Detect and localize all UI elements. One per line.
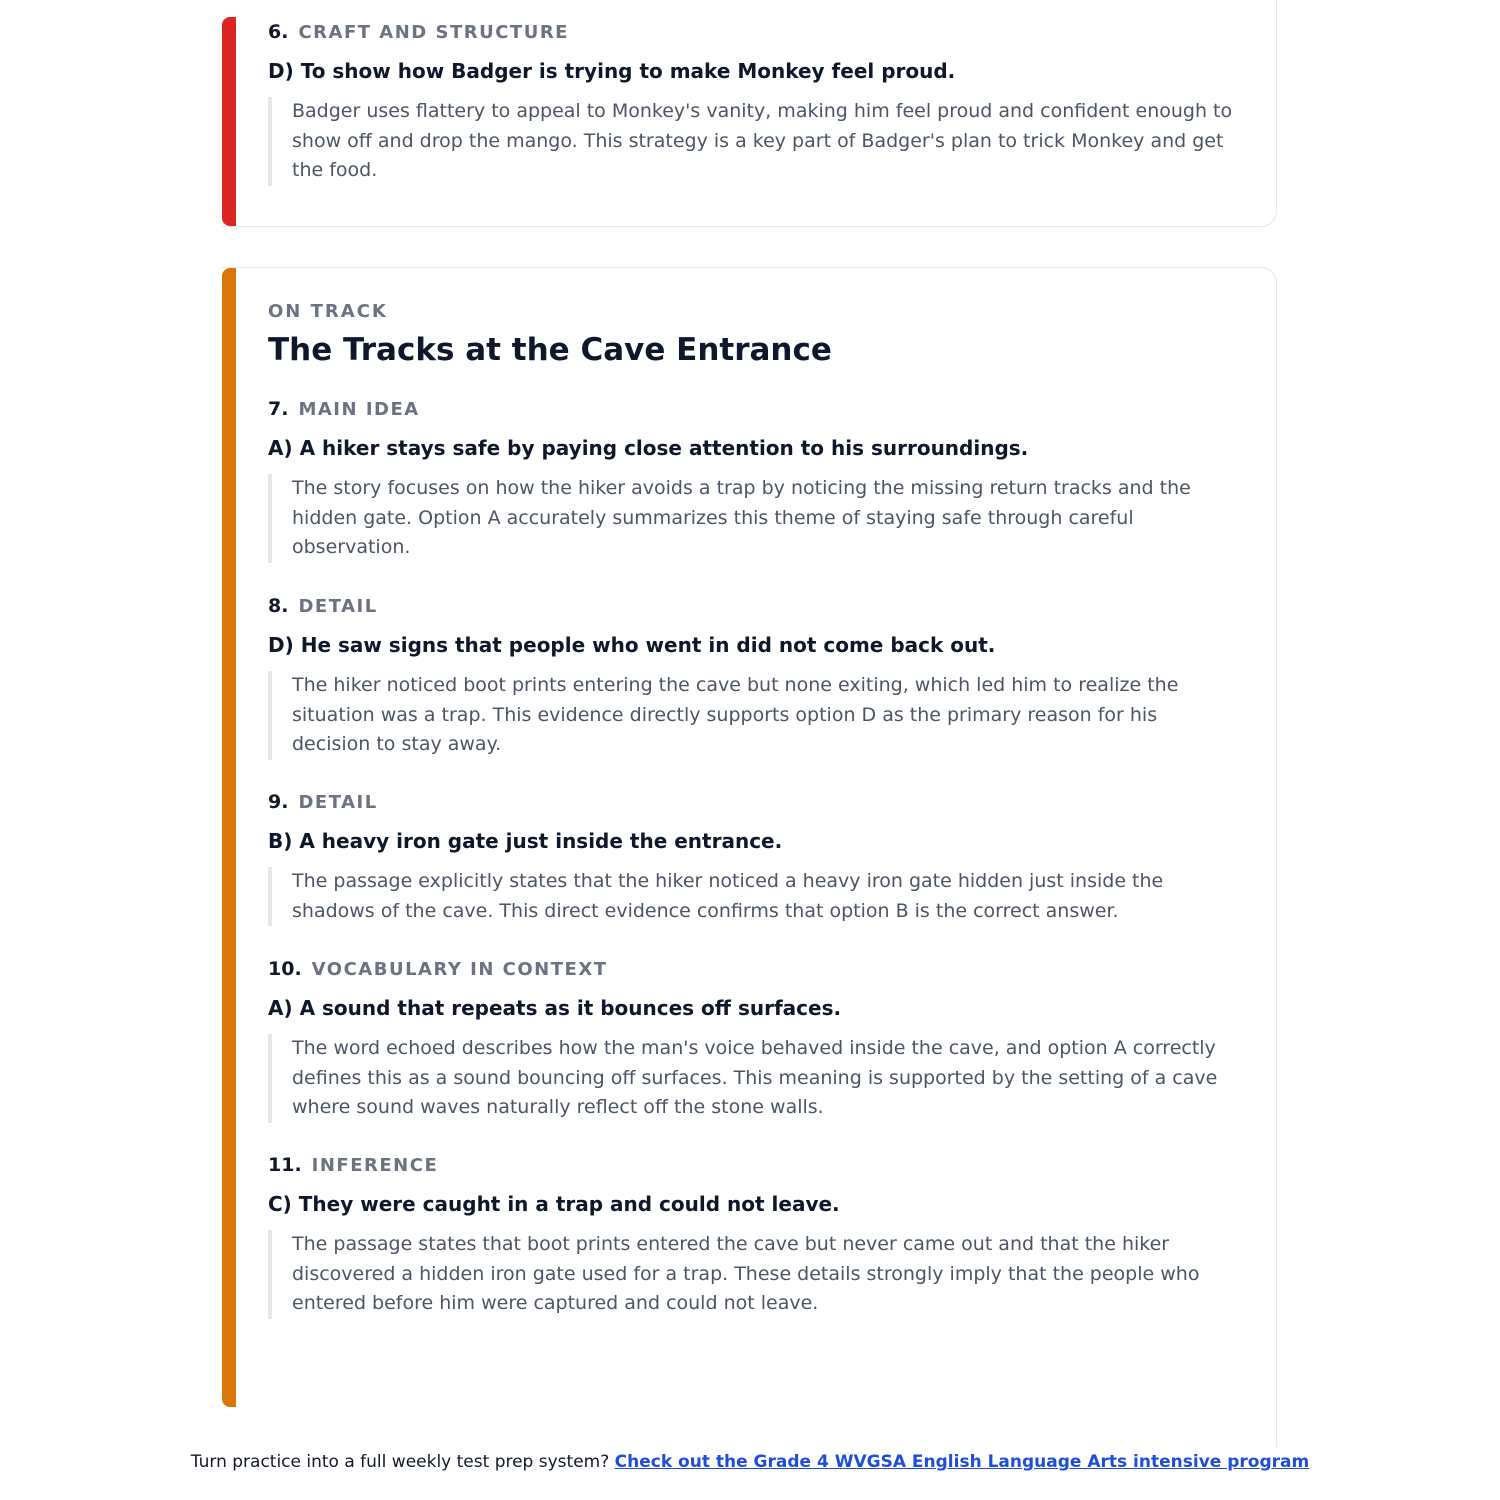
question-number: 7. — [268, 398, 289, 420]
question-category: CRAFT AND STRUCTURE — [298, 22, 569, 43]
question-answer: A) A hiker stays safe by paying close attention to his surroundings. — [268, 436, 1029, 460]
passage-title: The Tracks at the Cave Entrance — [268, 332, 832, 368]
question-explanation: The passage explicitly states that the hiker noticed a heavy iron gate hidden just inside the shadows of the cave. This direct evidence confirms that option B is the correct answer. — [268, 867, 1240, 926]
question-block-6 — [268, 21, 1240, 186]
question-answer: A) A sound that repeats as it bounces off surfaces. — [268, 996, 842, 1020]
question-block-8 — [268, 595, 1240, 760]
question-category: VOCABULARY IN CONTEXT — [311, 959, 608, 980]
question-answer: D) To show how Badger is trying to make Monkey feel proud. — [268, 59, 956, 83]
passage-card — [222, 267, 1277, 1447]
question-number: 10. — [268, 958, 302, 980]
question-block-11 — [268, 1154, 1240, 1319]
program-link[interactable]: Check out the Grade 4 WVGSA English Language Arts intensive program — [614, 1452, 1310, 1472]
question-answer: D) He saw signs that people who went in did not come back out. — [268, 633, 996, 657]
question-block-10 — [268, 958, 1240, 1123]
question-block-7 — [268, 398, 1240, 563]
question-category: DETAIL — [298, 792, 378, 813]
question-category: MAIN IDEA — [298, 399, 420, 420]
footer-text: Turn practice into a full weekly test prep system? — [190, 1452, 610, 1472]
question-explanation: The passage states that boot prints entered the cave but never came out and that the hiker discovered a hidden iron gate used for a trap. These details strongly imply that the people who entered before him were captured and could not leave. — [268, 1230, 1240, 1319]
question-card-previous — [222, 0, 1277, 227]
footer-promo — [0, 1452, 1500, 1472]
accent-bar-red — [222, 17, 236, 226]
question-explanation: Badger uses flattery to appeal to Monkey's vanity, making him feel proud and confident enough to show off and drop the mango. This strategy is a key part of Badger's plan to trick Monkey and get the food. — [268, 97, 1240, 186]
accent-bar-orange — [222, 268, 236, 1407]
question-category: INFERENCE — [311, 1155, 439, 1176]
question-number: 11. — [268, 1154, 302, 1176]
question-number: 9. — [268, 791, 289, 813]
question-block-9 — [268, 791, 1240, 926]
question-number: 6. — [268, 21, 289, 43]
question-answer: B) A heavy iron gate just inside the entrance. — [268, 829, 783, 853]
question-explanation: The hiker noticed boot prints entering the cave but none exiting, which led him to realize the situation was a trap. This evidence directly supports option D as the primary reason for his decision to stay away. — [268, 671, 1240, 760]
question-category: DETAIL — [298, 596, 378, 617]
question-explanation: The story focuses on how the hiker avoids a trap by noticing the missing return tracks and the hidden gate. Option A accurately summarizes this theme of staying safe through careful observation. — [268, 474, 1240, 563]
passage-header — [268, 301, 1240, 368]
question-explanation: The word echoed describes how the man's voice behaved inside the cave, and option A correctly defines this as a sound bouncing off surfaces. This meaning is supported by the setting of a cave where sound waves naturally reflect off the stone walls. — [268, 1034, 1240, 1123]
question-number: 8. — [268, 595, 289, 617]
question-answer: C) They were caught in a trap and could not leave. — [268, 1192, 840, 1216]
status-label: ON TRACK — [268, 301, 388, 322]
